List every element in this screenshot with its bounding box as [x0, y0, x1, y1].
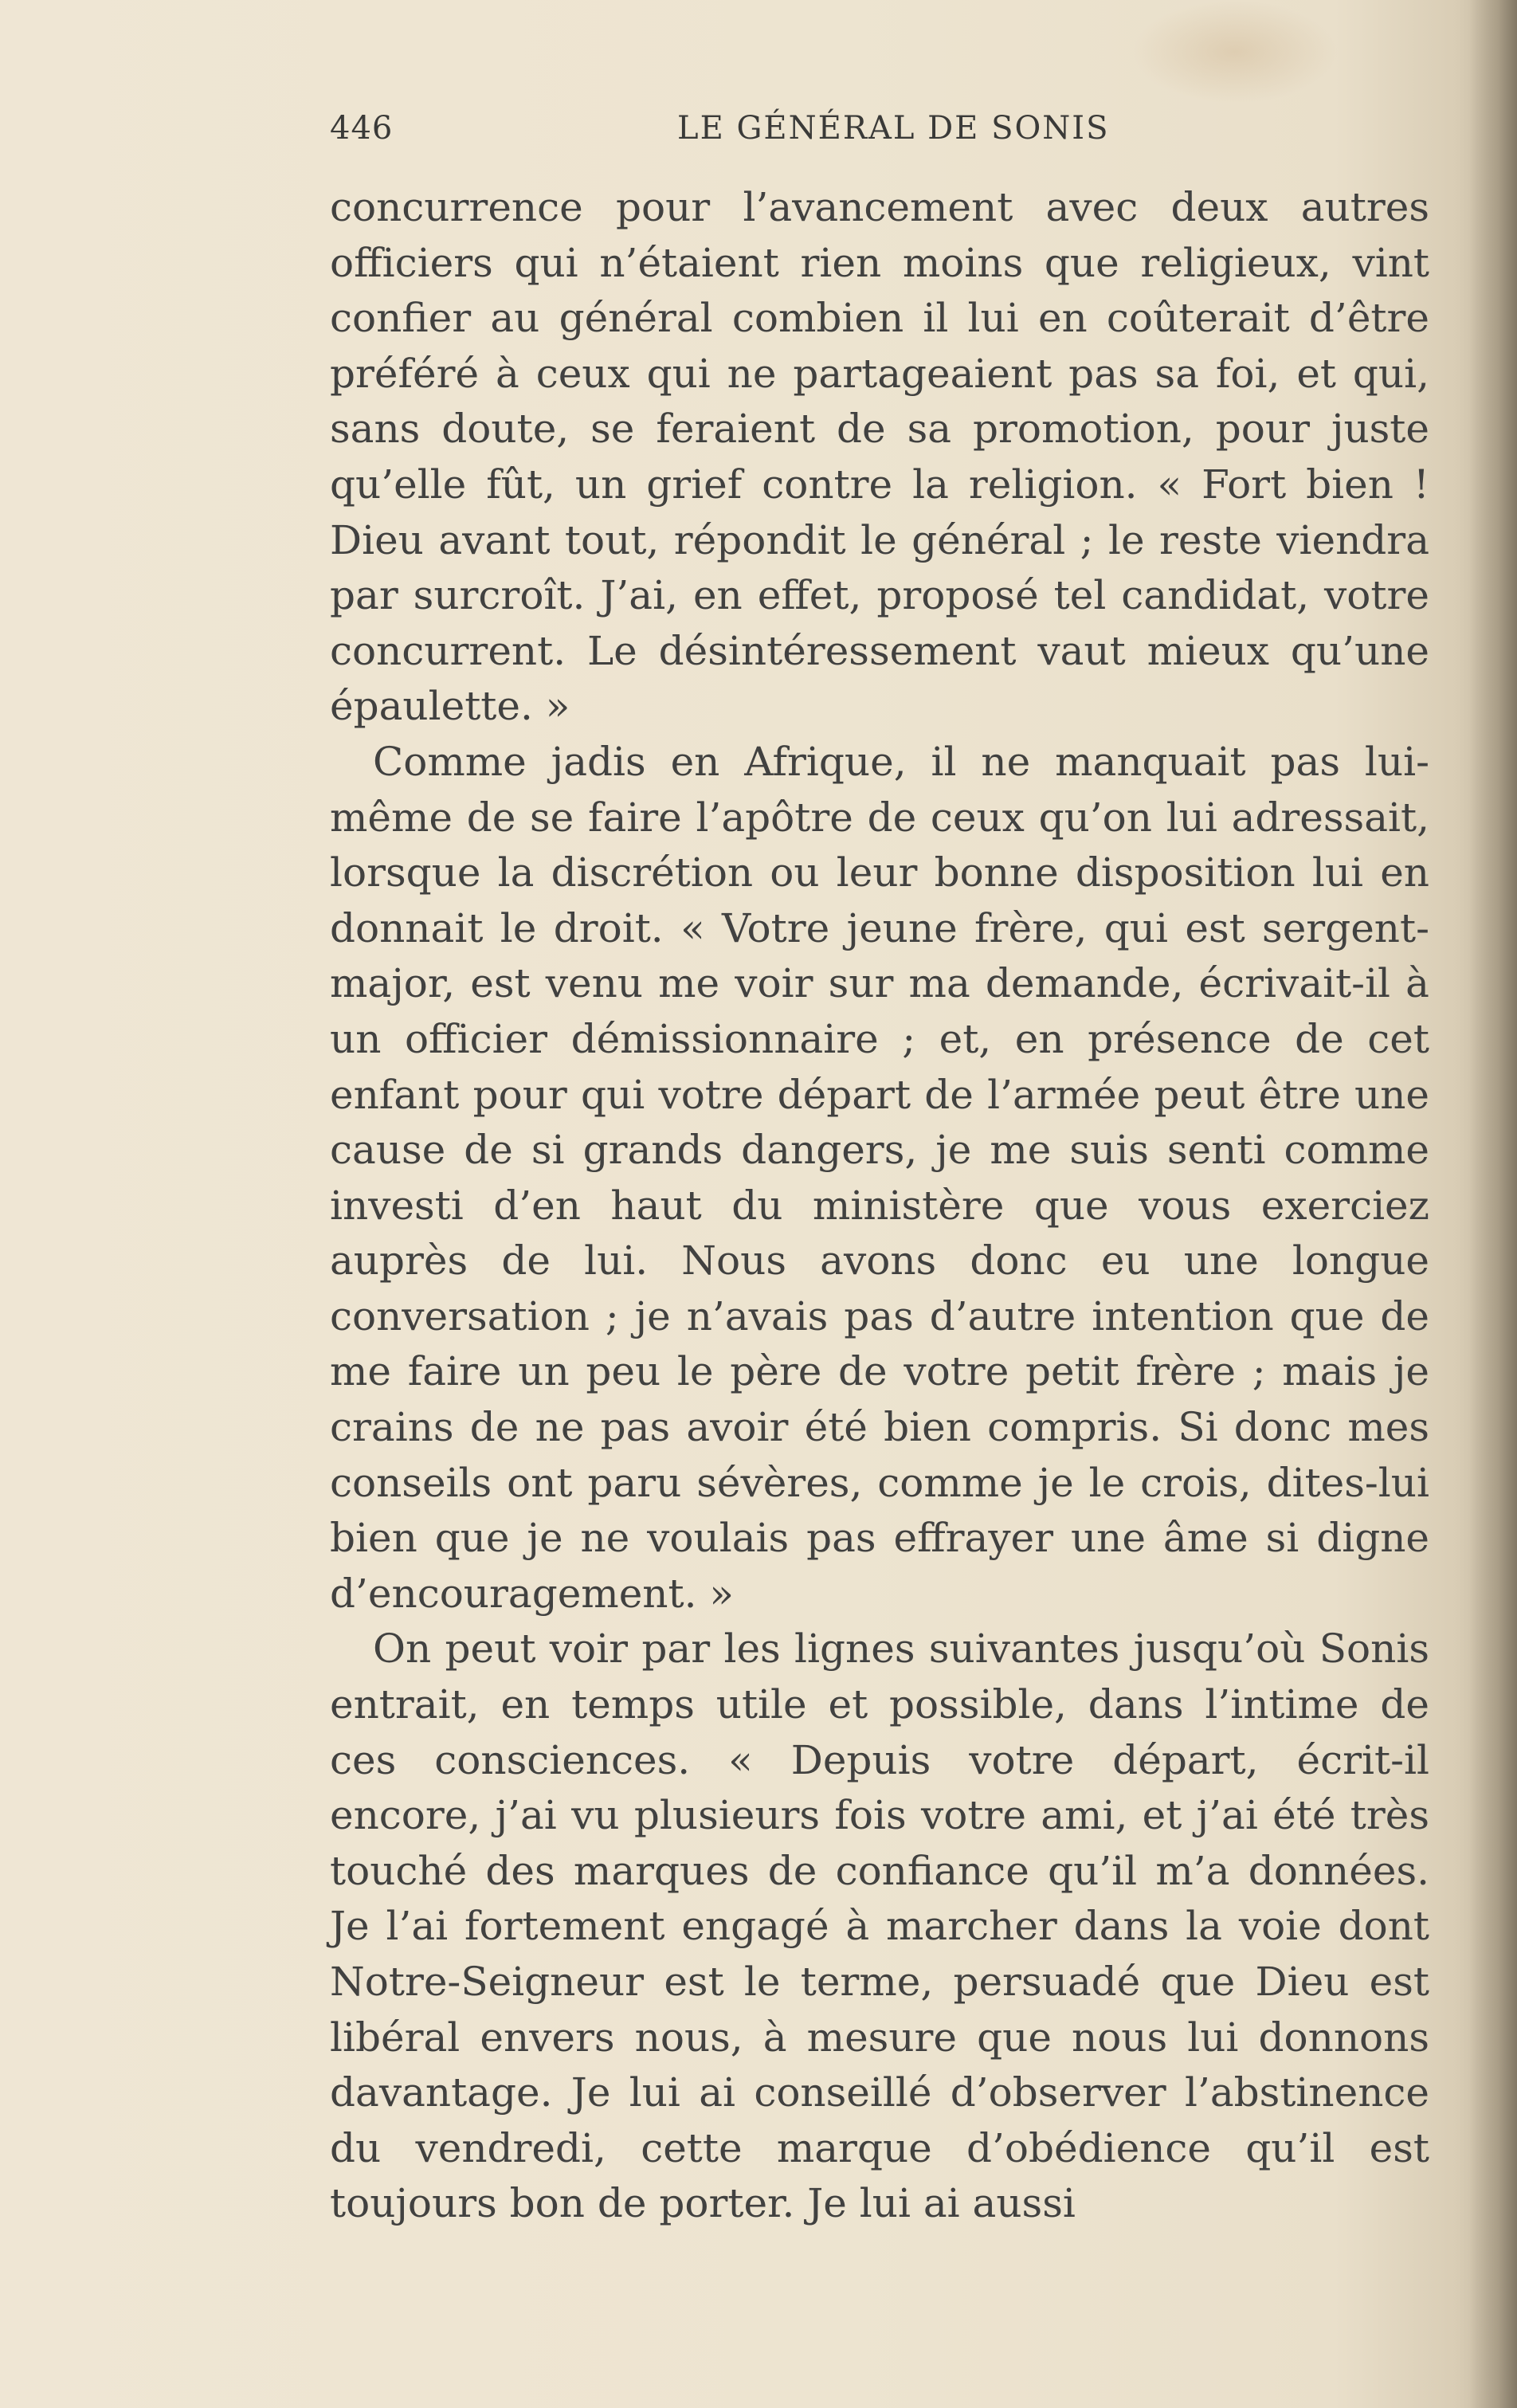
page-edge-shadow [1469, 0, 1517, 2408]
running-title: LE GÉNÉRAL DE SONIS [677, 110, 1110, 147]
page-number: 446 [330, 110, 394, 147]
paragraph-3: On peut voir par les lignes suivantes jusqu’où Sonis entrait, en temps utile et possible, dans l’intime de ces consciences. « Depuis votre départ, écrit-il encore, j’ai vu plusieurs fois votre ami, et j’ai été très touché des marques de confiance qu’il m’a données. Je l’ai fortement engagé à marcher dans la voie dont Notre-Seigneur est le terme, persuadé que Dieu est libéral envers nous, à mesure que nous lui donnons davantage. Je lui ai conseillé d’observer l’abstinence du vendredi, cette marque d’obédience qu’il est toujours bon de porter. Je lui ai aussi [330, 1626, 1429, 2227]
running-header [330, 110, 1423, 158]
paper-stain [1131, 0, 1339, 104]
paragraph-1: concurrence pour l’avancement avec deux autres officiers qui n’étaient rien moins que religieux, vint confier au général combien il lui en coûterait d’être préféré à ceux qui ne partageaient pas sa foi, et qui, sans doute, se feraient de sa promotion, pour juste qu’elle fût, un grief contre la religion. « Fort bien ! Dieu avant tout, répondit le général ; le reste viendra par surcroît. J’ai, en effet, proposé tel candidat, votre concurrent. Le désintéressement vaut mieux qu’une épaulette. » [330, 184, 1429, 730]
paragraph-2: Comme jadis en Afrique, il ne manquait pas lui-même de se faire l’apôtre de ceux qu’on lui adressait, lorsque la discrétion ou leur bonne disposition lui en donnait le droit. « Votre jeune frère, qui est sergent-major, est venu me voir sur ma demande, écrivait-il à un officier démissionnaire ; et, en présence de cet enfant pour qui votre départ de l’armée peut être une cause de si grands dangers, je me suis senti comme investi d’en haut du ministère que vous exerciez auprès de lui. Nous avons donc eu une longue conversation ; je n’avais pas d’autre intention que de me faire un peu le père de votre petit frère ; mais je crains de ne pas avoir été bien compris. Si donc mes conseils ont paru sévères, comme je le crois, dites-lui bien que je ne voulais pas effrayer une âme si digne d’encouragement. » [330, 738, 1429, 1617]
body-text [330, 180, 1429, 2232]
